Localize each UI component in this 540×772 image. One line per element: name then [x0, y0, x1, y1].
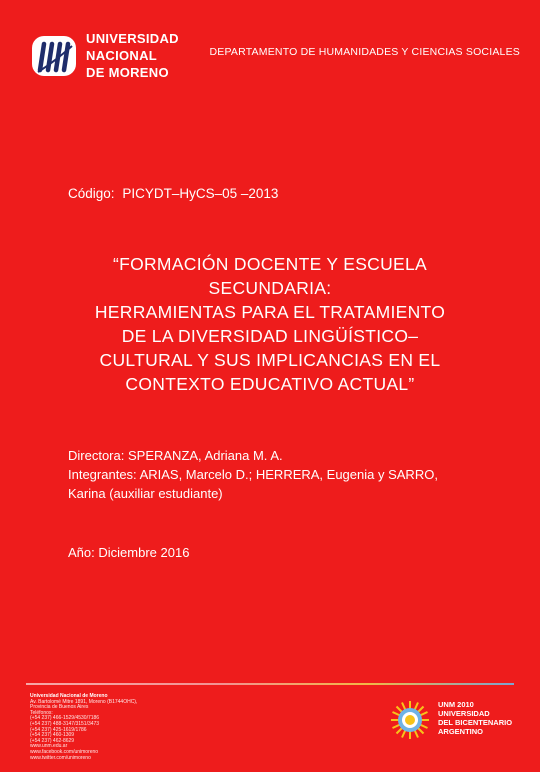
- project-code: [68, 186, 278, 201]
- university-name-line-3: DE MORENO: [86, 65, 169, 80]
- directora-row: [68, 446, 438, 465]
- footer-divider: [26, 683, 514, 685]
- title-line-3: HERRAMIENTAS PARA EL TRATAMIENTO: [94, 302, 446, 322]
- title-line-5: CULTURAL Y SUS IMPLICANCIAS EN EL: [99, 350, 441, 370]
- bicentenario-line-3: DEL BICENTENARIO: [438, 718, 513, 727]
- university-name: [86, 30, 179, 81]
- title-line-6: CONTEXTO EDUCATIVO ACTUAL”: [125, 374, 415, 394]
- bicentenario-line-4: ARGENTINO: [438, 727, 483, 736]
- integrantes-continuation: Karina (auxiliar estudiante): [68, 486, 223, 501]
- anio-value: Diciembre 2016: [98, 545, 190, 560]
- directora-value: SPERANZA, Adriana M. A.: [127, 448, 283, 463]
- codigo-value: PICYDT–HyCS–05 –2013: [122, 186, 279, 201]
- department-name: DEPARTAMENTO DE HUMANIDADES Y CIENCIAS SOCIALES: [209, 46, 520, 58]
- address-line: Av. Bartolomé Mitre 1891, Moreno (B1744OHC),: [30, 698, 138, 705]
- address-line: (+54 237) 488-3147/3151/3473: [30, 720, 100, 727]
- unm-logo-icon: [30, 32, 78, 80]
- bicentenario-label: [438, 700, 512, 736]
- address-line: (+54 237) 462-8629: [30, 737, 75, 744]
- twitter-link[interactable]: www.twitter.com/unimoreno: [30, 754, 91, 761]
- address-line: Teléfonos:: [30, 709, 53, 716]
- year-row: [68, 545, 189, 560]
- address-line: (+54 237) 460-1309: [30, 732, 75, 739]
- address-line: (+54 237) 466-1529/4530/7186: [30, 715, 100, 722]
- address-line: (+54 237) 425-1619/1786: [30, 726, 87, 733]
- facebook-link[interactable]: www.facebook.com/unimoreno: [30, 748, 99, 755]
- directora-label: Directora:: [68, 448, 125, 463]
- university-name-line-1: UNIVERSIDAD: [86, 31, 179, 46]
- document-title: [40, 252, 500, 396]
- integrantes-label: Integrantes:: [68, 467, 137, 482]
- bicentenario-line-2: UNIVERSIDAD: [438, 709, 490, 718]
- address-line: Universidad Nacional de Moreno: [30, 693, 108, 699]
- bicentenario-line-1: UNM 2010: [438, 700, 474, 709]
- integrantes-value: ARIAS, Marcelo D.; HERRERA, Eugenia y SARRO,: [139, 467, 438, 482]
- university-name-line-2: NACIONAL: [86, 48, 158, 63]
- integrantes-row: [68, 465, 438, 484]
- university-address: [30, 694, 137, 761]
- anio-label: Año:: [68, 545, 95, 560]
- title-line-2: SECUNDARIA:: [208, 278, 332, 298]
- title-line-1: “FORMACIÓN DOCENTE Y ESCUELA: [112, 254, 428, 274]
- codigo-label: Código:: [68, 186, 115, 201]
- address-line: Provincia de Buenos Aires: [30, 704, 89, 711]
- sun-of-may-icon: [390, 700, 430, 740]
- project-team: [68, 446, 438, 503]
- website-link[interactable]: www.unm.edu.ar: [30, 743, 68, 750]
- title-line-4: DE LA DIVERSIDAD LINGÜÍSTICO–: [121, 326, 419, 346]
